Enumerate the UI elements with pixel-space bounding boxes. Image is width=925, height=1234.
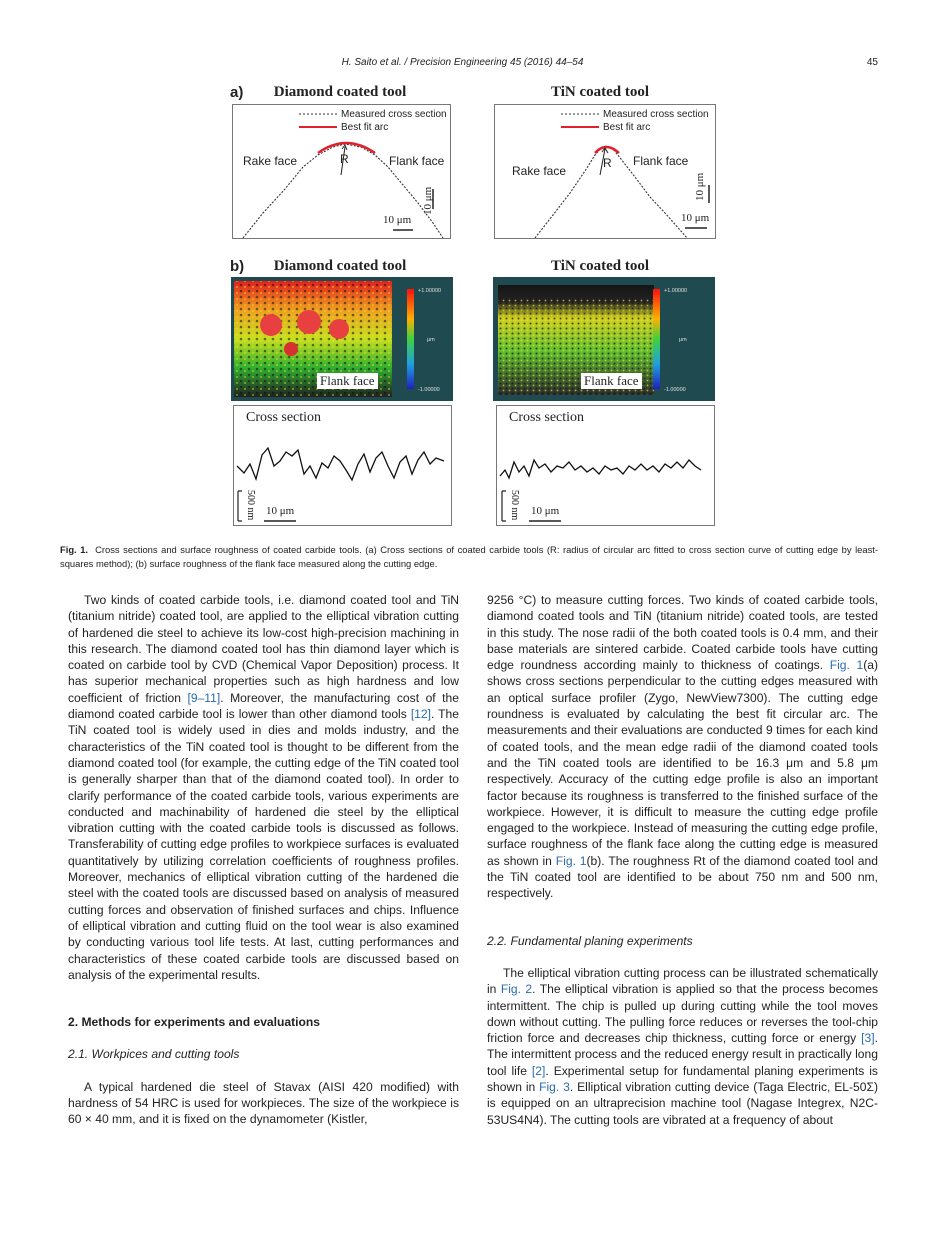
vertical-scale-label: 500 nm <box>509 490 520 521</box>
citation-link[interactable]: [12] <box>410 707 431 722</box>
flank-face-label: Flank face <box>389 154 445 168</box>
intro-paragraph: Two kinds of coated carbide tools, i.e. diamond coated tool and TiN (titanium nitride) coated tool, are applied to the elliptical vibration cutting of hardened die steel to achieve its low-cost high-precision machining in this research. The diamond coated tool has thin diamond layer which is coated on carbide tool by CVD (Chemical Vapor Deposition) process. It has superior mechanical properties such as high hardness and low coefficient of friction [9–11]. Moreover, the manufacturing cost of the diamond coated carbide tool is lower than other diamond tools [12]. The TiN coated tool is widely used in dies and molds industry, and the characteristics of the TiN coated tool is thought to be different from the diamond coated tool (for example, the cutting edge of the TiN coated tool is generally sharper than that of the diamond coated tool). In order to clarify performance of the coated carbide tools, various experiments are conducted and machinability of hardened die steel by the elliptical vibration cutting with the coated carbide tools is discussed as follows. Transferability of cutting edge profiles to workpiece surfaces is evaluated quantitatively by utilizing correlation coefficients of roughness profiles. Moreover, mechanics of elliptical vibration cutting of the hardened die steel with the coated tools are discussed based on analysis of measured cutting forces and observation of finished surfaces and chips. Influence of elliptical vibration and cutting fluid on the tool wear is also examined by conducting various tool life tests. At last, cutting performances and characteristics of these coated carbide tools are discussed based on analysis of the experimental results. <box>68 593 460 982</box>
panel-a-left-title: Diamond coated tool <box>273 84 407 100</box>
caption-text: Cross sections and surface roughness of coated carbide tools. (a) Cross sections of coated carbide tools (R: radius of circular arc fitted to cross section curve of cutting edge by least-squares method); (b) surface roughness of the flank face measured along the cutting edge. <box>60 544 878 569</box>
diamond-surface-roughness-map <box>231 277 453 401</box>
figure-link[interactable]: Fig. 3 <box>539 1080 570 1095</box>
vertical-scale-label: 10 μm <box>422 186 434 215</box>
subsection-heading: 2.1. Workpices and cutting tools <box>68 1047 240 1062</box>
colorbar-min: -1.00000 <box>664 387 686 393</box>
tin-surface-roughness-map <box>493 277 715 401</box>
rake-face-label: Rake face <box>243 154 298 168</box>
surface-grain <box>329 319 349 339</box>
flank-face-label: Flank face <box>633 154 689 168</box>
left-column <box>68 592 459 1128</box>
panel-a-label: a) <box>230 84 244 101</box>
legend-fit-label: Best fit arc <box>341 122 389 133</box>
panel-b-label: b) <box>230 258 245 275</box>
diamond-cross-section-plot <box>232 104 451 239</box>
colorbar-unit: μm <box>427 337 435 343</box>
tin-roughness-profile <box>496 405 715 526</box>
diamond-roughness-profile <box>233 405 452 526</box>
colorbar-unit: μm <box>679 337 687 343</box>
figure-link[interactable]: Fig. 1 <box>555 853 587 868</box>
flank-face-label: Flank face <box>581 373 642 389</box>
journal-citation: H. Saito et al. / Precision Engineering 45 (2016) 44–54 <box>341 57 584 68</box>
citation-link[interactable]: [2] <box>531 1063 546 1078</box>
r-label: R <box>340 152 349 166</box>
rake-face-label: Rake face <box>512 164 567 178</box>
colorbar-min: -1.00000 <box>418 387 440 393</box>
cross-section-label: Cross section <box>509 410 585 425</box>
horizontal-scale-label: 10 μm <box>383 214 412 226</box>
citation-link[interactable]: [9–11] <box>187 690 221 705</box>
figure-caption <box>60 543 878 570</box>
surface-grain <box>297 310 321 334</box>
figure-link[interactable]: Fig. 2 <box>500 982 533 997</box>
roughness-profile-line <box>237 448 444 480</box>
planing-paragraph: The elliptical vibration cutting process can be illustrated schematically in Fig. 2. The elliptical vibration is applied so that the process becomes intermittent. The chip is pulled up during cutting while the tool moves down without cutting. The pulling force reduces or reverses the tool-chip friction force and decreases chip thickness, cutting force or energy [3]. The intermittent process and the reduced energy result in practically long tool life [2]. Experimental setup for fundamental planing experiments is shown in Fig. 3. Elliptical vibration cutting device (Taga Electric, EL-50Σ) is equipped on an ultraprecision machine tool (Nagase Integrex, N2C-53US4N4). The cutting tools are vibrated at a frequency of about <box>487 965 879 1127</box>
vertical-scale-label: 500 nm <box>245 490 256 521</box>
legend-measured-label: Measured cross section <box>341 109 447 120</box>
panel-b-left-title: Diamond coated tool <box>273 258 407 274</box>
tools-paragraph: 9256 °C) to measure cutting forces. Two kinds of coated carbide tools, diamond coated tools and TiN (titanium nitride) coated tools, are tested in this study. The nose radii of the both coated tools is 0.4 mm, and their base materials are sintered carbide. Coated carbide tools have cutting edge roundness according mainly to thickness of coatings. Fig. 1(a) shows cross sections perpendicular to the cutting edges measured with an optical surface profiler (Zygo, NewView7300). The cutting edge roundness is evaluated by calculating the best fit circular arc. The measurements and their evaluations are conducted 9 times for each kind of coated tools, and the mean edge radii of the diamond coated tools and the TiN coated tools are identified to be 16.3 μm and 5.8 μm respectively. Accuracy of the cutting edge profile is also an important factor because its roughness is transferred to the finished surface of the workpiece. However, it is difficult to measure the cutting edge profile engaged to the workpiece. Instead of measuring the cutting edge profile, surface roughness of the flank face along the cutting edge is measured as shown in Fig. 1(b). The roughness Rt of the diamond coated tool and the TiN coated tool are identified to be about 750 nm and 500 nm, respectively. <box>487 593 879 901</box>
colorbar-max: +1.00000 <box>664 288 688 294</box>
section-heading: 2. Methods for experiments and evaluations <box>68 1015 321 1030</box>
horizontal-scale-label: 10 μm <box>531 505 560 517</box>
panel-b-right-title: TiN coated tool <box>550 258 650 274</box>
subsection-heading: 2.2. Fundamental planing experiments <box>487 933 693 948</box>
cross-section-label: Cross section <box>246 410 322 425</box>
roughness-profile-line <box>500 460 701 478</box>
panel-a-right-title: TiN coated tool <box>550 84 650 100</box>
right-column <box>487 592 878 1128</box>
legend-fit-label: Best fit arc <box>603 122 651 133</box>
horizontal-scale-label: 10 μm <box>266 505 295 517</box>
workpiece-paragraph: A typical hardened die steel of Stavax (AISI 420 modified) with hardness of 54 HRC is used for workpieces. The size of the workpiece is 60 × 40 mm, and it is fixed on the dynamometer (Kistler, <box>68 1079 459 1127</box>
surface-grain <box>284 342 298 356</box>
vertical-scale-label: 10 μm <box>694 172 706 201</box>
caption-label: Fig. 1. <box>60 544 89 555</box>
r-label: R <box>603 156 612 170</box>
colorbar-max: +1.00000 <box>418 288 442 294</box>
figure-link[interactable]: Fig. 1 <box>829 658 864 673</box>
surface-grain <box>260 314 282 336</box>
horizontal-scale-label: 10 μm <box>681 212 710 224</box>
citation-link[interactable]: [3] <box>861 1031 875 1046</box>
flank-face-label: Flank face <box>317 373 378 389</box>
page-number: 45 <box>866 57 878 68</box>
legend-measured-label: Measured cross section <box>603 109 709 120</box>
tin-cross-section-plot <box>494 104 716 239</box>
